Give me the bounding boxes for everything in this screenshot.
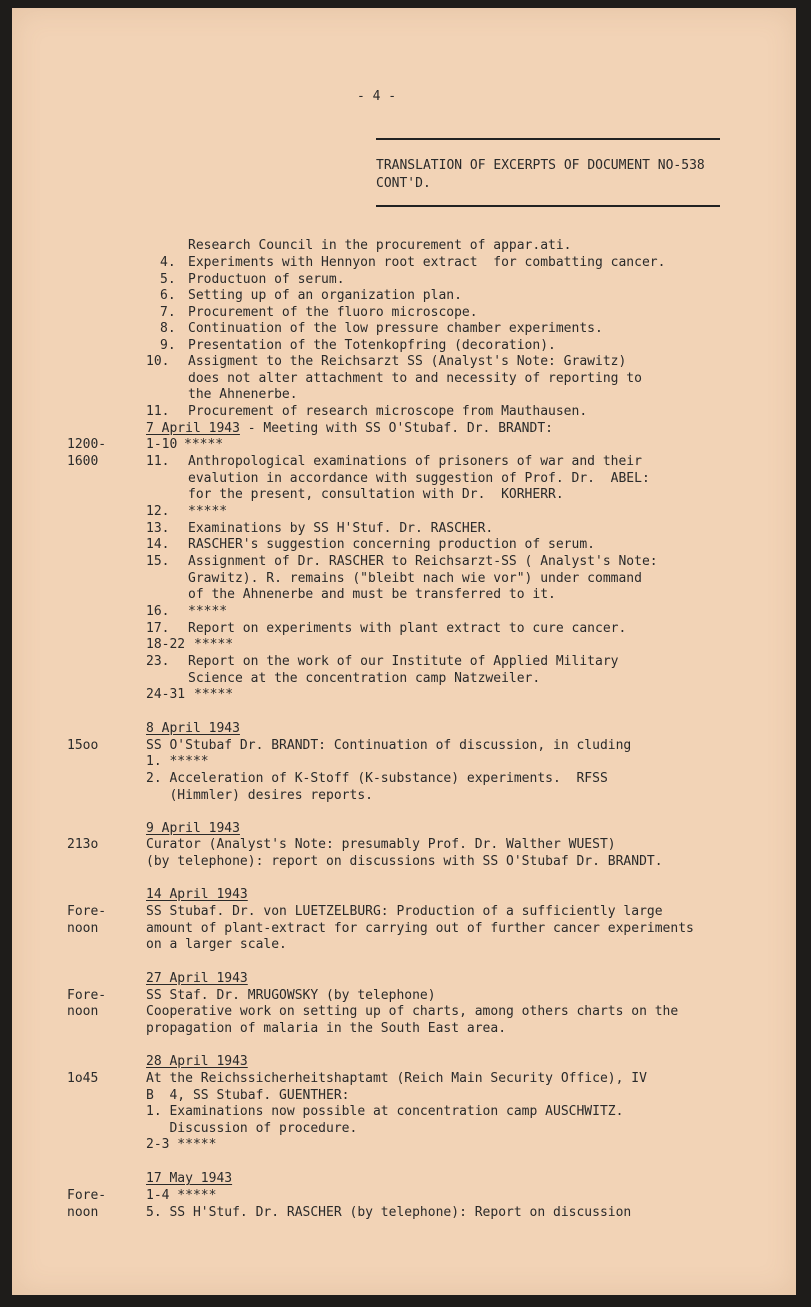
- entry-line: B 4, SS Stubaf. GUENTHER:: [146, 1088, 350, 1103]
- page-number: - 4 -: [357, 89, 397, 104]
- entry-line: 1-4 *****: [146, 1188, 217, 1203]
- list-item-line: Procurement of the fluoro microscope.: [188, 305, 478, 320]
- list-item-number: 13.: [146, 521, 170, 536]
- document-title: [376, 157, 705, 193]
- list-item-line: *****: [194, 637, 234, 652]
- time-label: 213o: [67, 837, 99, 852]
- entry-line: propagation of malaria in the South East area.: [146, 1021, 507, 1036]
- list-item-number: 5.: [160, 272, 176, 287]
- entry-line: 5. SS H'Stuf. Dr. RASCHER (by telephone): Report on discussion: [146, 1205, 632, 1220]
- list-item-line: *****: [188, 604, 228, 619]
- list-item-line: Examinations by SS H'Stuf. Dr. RASCHER.: [188, 521, 494, 536]
- list-item-number: 8.: [160, 321, 176, 336]
- entry-line: Curator (Analyst's Note: presumably Prof. Dr. Walther WUEST): [146, 837, 616, 852]
- entry-line: SS Staf. Dr. MRUGOWSKY (by telephone): [146, 988, 436, 1003]
- list-item-number: 11.: [146, 404, 170, 419]
- header-top-rule: [376, 138, 720, 140]
- list-item-line: Report on experiments with plant extract to cure cancer.: [188, 621, 627, 636]
- list-item-number: 1-10: [146, 437, 178, 452]
- list-item-number: 14.: [146, 537, 170, 552]
- entry-line: 2. Acceleration of K-Stoff (K-substance) experiments. RFSS: [146, 771, 608, 786]
- time-label: 15oo: [67, 738, 99, 753]
- entry-line: (by telephone): report on discussions with SS O'Stubaf Dr. BRANDT.: [146, 854, 663, 869]
- list-item-number: 4.: [160, 255, 176, 270]
- list-item-line: Continuation of the low pressure chamber experiments.: [188, 321, 603, 336]
- time-label: noon: [67, 1004, 99, 1019]
- list-item-line: Research Council in the procurement of appar.ati.: [188, 238, 572, 253]
- entry-line: Cooperative work on setting up of charts, among others charts on the: [146, 1004, 679, 1019]
- time-label: 1o45: [67, 1071, 99, 1086]
- entry-line: (Himmler) desires reports.: [146, 788, 373, 803]
- list-item-number: 9.: [160, 338, 176, 353]
- header-bottom-rule: [376, 205, 720, 207]
- time-label: Fore-: [67, 988, 107, 1003]
- list-item-line: Grawitz). R. remains ("bleibt nach wie vor") under command: [188, 571, 642, 586]
- entry-line: amount of plant-extract for carrying out of further cancer experiments: [146, 921, 694, 936]
- time-label: 1600: [67, 454, 99, 469]
- list-item-number: 23.: [146, 654, 170, 669]
- list-item-line: RASCHER's suggestion concerning production of serum.: [188, 537, 595, 552]
- list-item-line: Procurement of research microscope from Mauthausen.: [188, 404, 588, 419]
- entry-date: 7 April 1943: [146, 421, 240, 436]
- entry-line: 2-3 *****: [146, 1137, 217, 1152]
- list-item-number: 10.: [146, 354, 170, 369]
- list-item-line: of the Ahnenerbe and must be transferred to it.: [188, 587, 556, 602]
- entry-line: SS Stubaf. Dr. von LUETZELBURG: Production of a sufficiently large: [146, 904, 663, 919]
- document-title-line2: CONT'D.: [376, 176, 431, 191]
- entry-date: 17 May 1943: [146, 1171, 233, 1186]
- list-item-line: Setting up of an organization plan.: [188, 288, 462, 303]
- list-item-line: Anthropological examinations of prisoners of war and their: [188, 454, 642, 469]
- document-title-line1: TRANSLATION OF EXCERPTS OF DOCUMENT NO-538: [376, 158, 705, 173]
- list-item-number: 11.: [146, 454, 170, 469]
- list-item-line: Presentation of the Totenkopfring (decoration).: [188, 338, 556, 353]
- list-item-number: 24-31: [146, 687, 186, 702]
- list-item-number: 7.: [160, 305, 176, 320]
- entry-line: At the Reichssicherheitshaptamt (Reich Main Security Office), IV: [146, 1071, 647, 1086]
- list-item-number: 16.: [146, 604, 170, 619]
- entry-date: 9 April 1943: [146, 821, 240, 836]
- time-label: Fore-: [67, 904, 107, 919]
- list-item-number: 15.: [146, 554, 170, 569]
- list-item-line: *****: [184, 437, 224, 452]
- document-page: [12, 8, 796, 1295]
- list-item-line: for the present, consultation with Dr. KORHERR.: [188, 487, 564, 502]
- entry-line: 1. *****: [146, 754, 209, 769]
- entry-line: SS O'Stubaf Dr. BRANDT: Continuation of discussion, in cluding: [146, 738, 632, 753]
- list-item-line: *****: [194, 687, 234, 702]
- list-item-line: Productuon of serum.: [188, 272, 345, 287]
- entry-line: on a larger scale.: [146, 937, 287, 952]
- list-item-line: *****: [188, 504, 228, 519]
- list-item-number: 12.: [146, 504, 170, 519]
- list-item-line: Science at the concentration camp Natzweiler.: [188, 671, 541, 686]
- entry-date: 27 April 1943: [146, 971, 248, 986]
- list-item-number: 18-22: [146, 637, 186, 652]
- entry-date: 28 April 1943: [146, 1054, 248, 1069]
- time-label: Fore-: [67, 1188, 107, 1203]
- list-item-line: does not alter attachment to and necessity of reporting to: [188, 371, 642, 386]
- list-item-line: Experiments with Hennyon root extract for combatting cancer.: [188, 255, 666, 270]
- entry-date: 14 April 1943: [146, 887, 248, 902]
- list-item-line: Assigment to the Reichsarzt SS (Analyst's Note: Grawitz): [188, 354, 627, 369]
- list-item-number: 6.: [160, 288, 176, 303]
- list-item-number: 17.: [146, 621, 170, 636]
- entry-date: 8 April 1943: [146, 721, 240, 736]
- time-label: noon: [67, 921, 99, 936]
- entry-line: Discussion of procedure.: [146, 1121, 358, 1136]
- entry-heading: [146, 421, 553, 438]
- time-label: 1200-: [67, 437, 107, 452]
- entry-line: 1. Examinations now possible at concentration camp AUSCHWITZ.: [146, 1104, 624, 1119]
- time-label: noon: [67, 1205, 99, 1220]
- list-item-line: Assignment of Dr. RASCHER to Reichsarzt-SS ( Analyst's Note:: [188, 554, 658, 569]
- list-item-line: the Ahnenerbe.: [188, 387, 298, 402]
- entry-heading-text: - Meeting with SS O'Stubaf. Dr. BRANDT:: [239, 421, 553, 436]
- list-item-line: Report on the work of our Institute of Applied Military: [188, 654, 619, 669]
- list-item-line: evalution in accordance with suggestion of Prof. Dr. ABEL:: [188, 471, 650, 486]
